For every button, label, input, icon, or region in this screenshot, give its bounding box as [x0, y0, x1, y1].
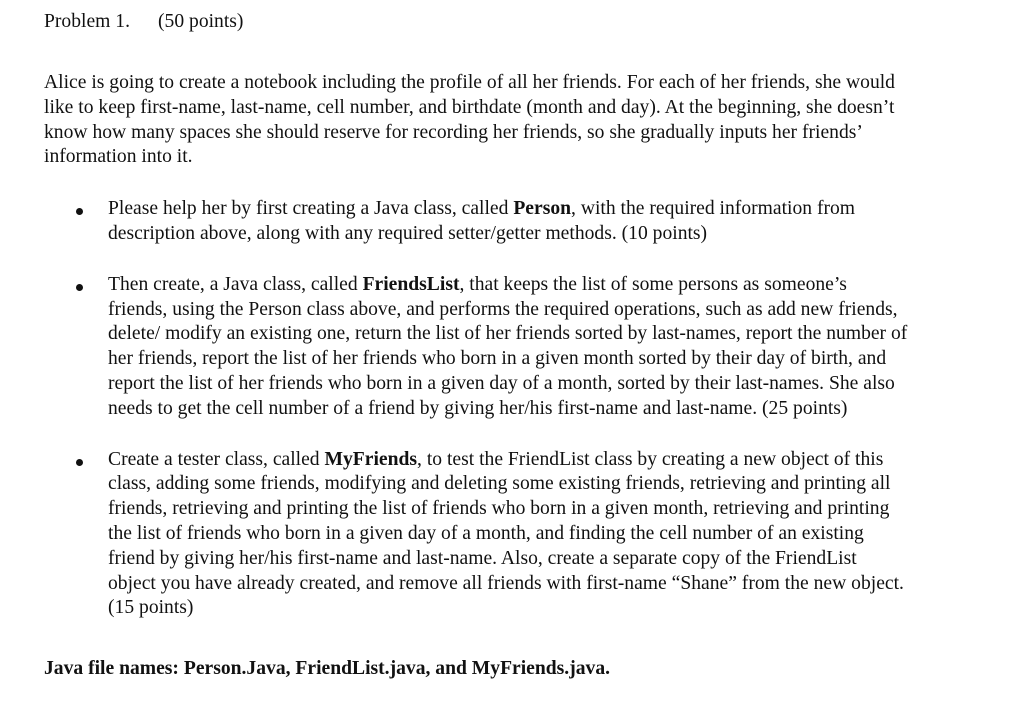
task-rest: , with the required information from [571, 198, 856, 220]
task-line: friend by giving her/his first-name and last-name. Also, create a separate copy of the FriendList [108, 547, 857, 569]
intro-line: know how many spaces she should reserve for recording her friends, so she gradually inputs her friends’ [44, 121, 863, 143]
class-name-friendslist: FriendsList [362, 273, 460, 295]
task-text [108, 448, 993, 622]
task-rest: , to test the FriendList class by creating a new object of this [417, 448, 884, 470]
problem-points: (50 points) [158, 11, 244, 32]
task-line: description above, along with any required setter/getter methods. (10 points) [108, 222, 708, 244]
task-list [44, 197, 1004, 621]
task-first-line [108, 448, 993, 473]
task-first-line [108, 273, 993, 298]
task-line: (15 points) [108, 597, 194, 619]
task-line: friends, using the Person class above, and performs the required operations, such as add new friends, [108, 298, 898, 320]
task-item-myfriends [44, 448, 1004, 622]
java-file-names: Java file names: Person.Java, FriendList.java, and MyFriends.java. [44, 658, 611, 680]
task-line: report the list of her friends who born in a given day of a month, sorted by their last-names. She also [108, 372, 895, 394]
bullet-icon [76, 208, 83, 215]
task-line: the list of friends who born in a given day of a month, and finding the cell number of an existing [108, 522, 864, 544]
bullet-icon [76, 459, 83, 466]
task-lead: Create a tester class, called [108, 448, 325, 470]
task-first-line [108, 197, 993, 222]
task-lead: Please help her by first creating a Java class, called [108, 198, 514, 220]
intro-line: information into it. [44, 146, 193, 168]
class-name-person: Person [513, 198, 572, 220]
task-line: object you have already created, and remove all friends with first-name “Shane” from the new object. [108, 572, 904, 594]
intro-line: Alice is going to create a notebook including the profile of all her friends. For each of her friends, she would [44, 72, 895, 93]
task-line: friends, retrieving and printing the list of friends who born in a given month, retrieving and printing [108, 498, 890, 520]
task-item-friendslist [44, 273, 1004, 422]
document-page [44, 10, 1004, 682]
task-line: class, adding some friends, modifying and deleting some existing friends, retrieving and printing all [108, 473, 891, 495]
task-text [108, 273, 993, 422]
task-rest: , that keeps the list of some persons as someone’s [459, 273, 847, 295]
class-name-myfriends: MyFriends [324, 448, 418, 470]
problem-heading [44, 10, 1004, 34]
task-line: needs to get the cell number of a friend by giving her/his first-name and last-name. (25 points) [108, 397, 848, 419]
task-text [108, 197, 993, 247]
task-item-person [44, 197, 1004, 247]
intro-paragraph [44, 71, 989, 170]
task-line: her friends, report the list of her friends who born in a given month sorted by their day of birth, and [108, 348, 887, 370]
problem-number: Problem 1. [44, 11, 130, 32]
task-lead: Then create, a Java class, called [108, 273, 363, 295]
task-line: delete/ modify an existing one, return the list of her friends sorted by last-names, report the number of [108, 323, 908, 345]
intro-line: like to keep first-name, last-name, cell number, and birthdate (month and day). At the beginning, she doesn’t [44, 96, 895, 118]
bullet-icon [76, 284, 83, 291]
